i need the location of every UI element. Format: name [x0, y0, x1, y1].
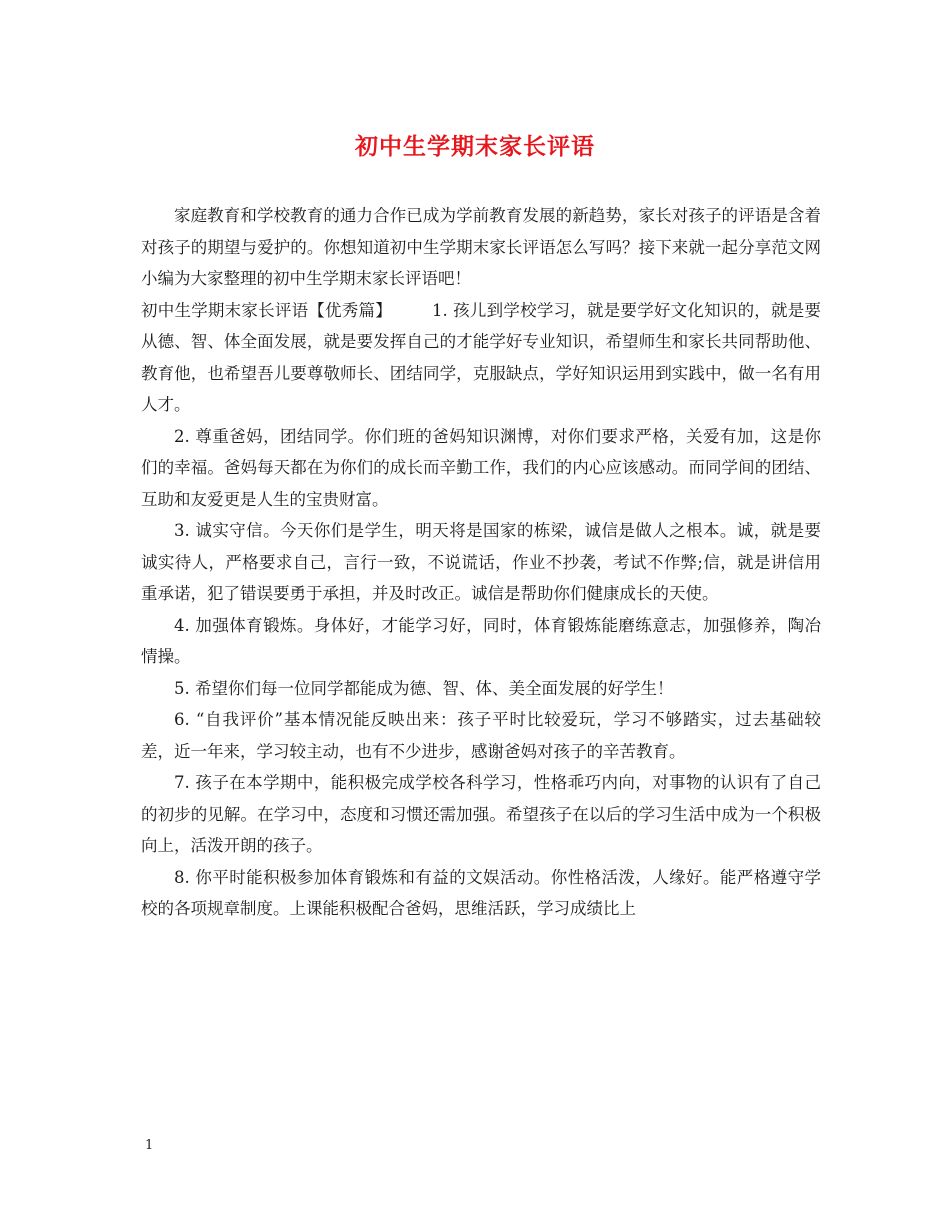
intro-paragraph: 家庭教育和学校教育的通力合作已成为学前教育发展的新趋势，家长对孩子的评语是含着对孩子的期望与爱护的。你想知道初中生学期末家长评语怎么写吗？接下来就一起分享范文网小编为大家整理的初中生学期末家长评语吧！	[141, 206, 821, 288]
comment-item-5: 5. 希望你们每一位同学都能成为德、智、体、美全面发展的好学生！	[174, 678, 674, 698]
document-body	[141, 200, 821, 925]
document-title: 初中生学期末家长评语	[355, 133, 595, 160]
comment-item-6: 6. “自我评价”基本情况能反映出来：孩子平时比较爱玩，学习不够踏实，过去基础较差，近一年来，学习较主动，也有不少进步，感谢爸妈对孩子的辛苦教育。	[141, 710, 821, 761]
comment-item-7: 7. 孩子在本学期中，能积极完成学校各科学习，性格乖巧内向，对事物的认识有了自己的初步的见解。在学习中，态度和习惯还需加强。希望孩子在以后的学习生活中成为一个积极向上，活泼开朗的孩子。	[141, 773, 821, 855]
comment-item-2: 2. 尊重爸妈，团结同学。你们班的爸妈知识渊博，对你们要求严格，关爱有加，这是你们的幸福。爸妈每天都在为你们的成长而辛勤工作，我们的内心应该感动。而同学间的团结、互助和友爱更是人生的宝贵财富。	[141, 426, 821, 509]
section-paragraph	[141, 295, 821, 421]
comment-item-1: 1. 孩儿到学校学习，就是要学好文化知识的，就是要从德、智、体全面发展，就是要发挥自己的才能学好专业知识，希望师生和家长共同帮助他、教育他，也希望吾儿要尊敬师长、团结同学，克服缺点，学好知识运用到实践中，做一名有用人才。	[141, 300, 821, 414]
page-number: 1	[145, 1138, 154, 1153]
comment-item-8: 8. 你平时能积极参加体育锻炼和有益的文娱活动。你性格活泼，人缘好。能严格遵守学校的各项规章制度。上课能积极配合爸妈，思维活跃，学习成绩比上	[141, 867, 821, 918]
comment-item-3: 3. 诚实守信。今天你们是学生，明天将是国家的栋梁，诚信是做人之根本。诚，就是要诚实待人，严格要求自己，言行一致，不说谎话，作业不抄袭，考试不作弊;信，就是讲信用重承诺，犯了错误要勇于承担，并及时改正。诚信是帮助你们健康成长的天使。	[141, 521, 821, 603]
comment-item-4: 4. 加强体育锻炼。身体好，才能学习好，同时，体育锻炼能磨练意志，加强修养，陶冶情操。	[141, 615, 821, 666]
section-heading: 初中生学期末家长评语【优秀篇】	[141, 300, 392, 320]
